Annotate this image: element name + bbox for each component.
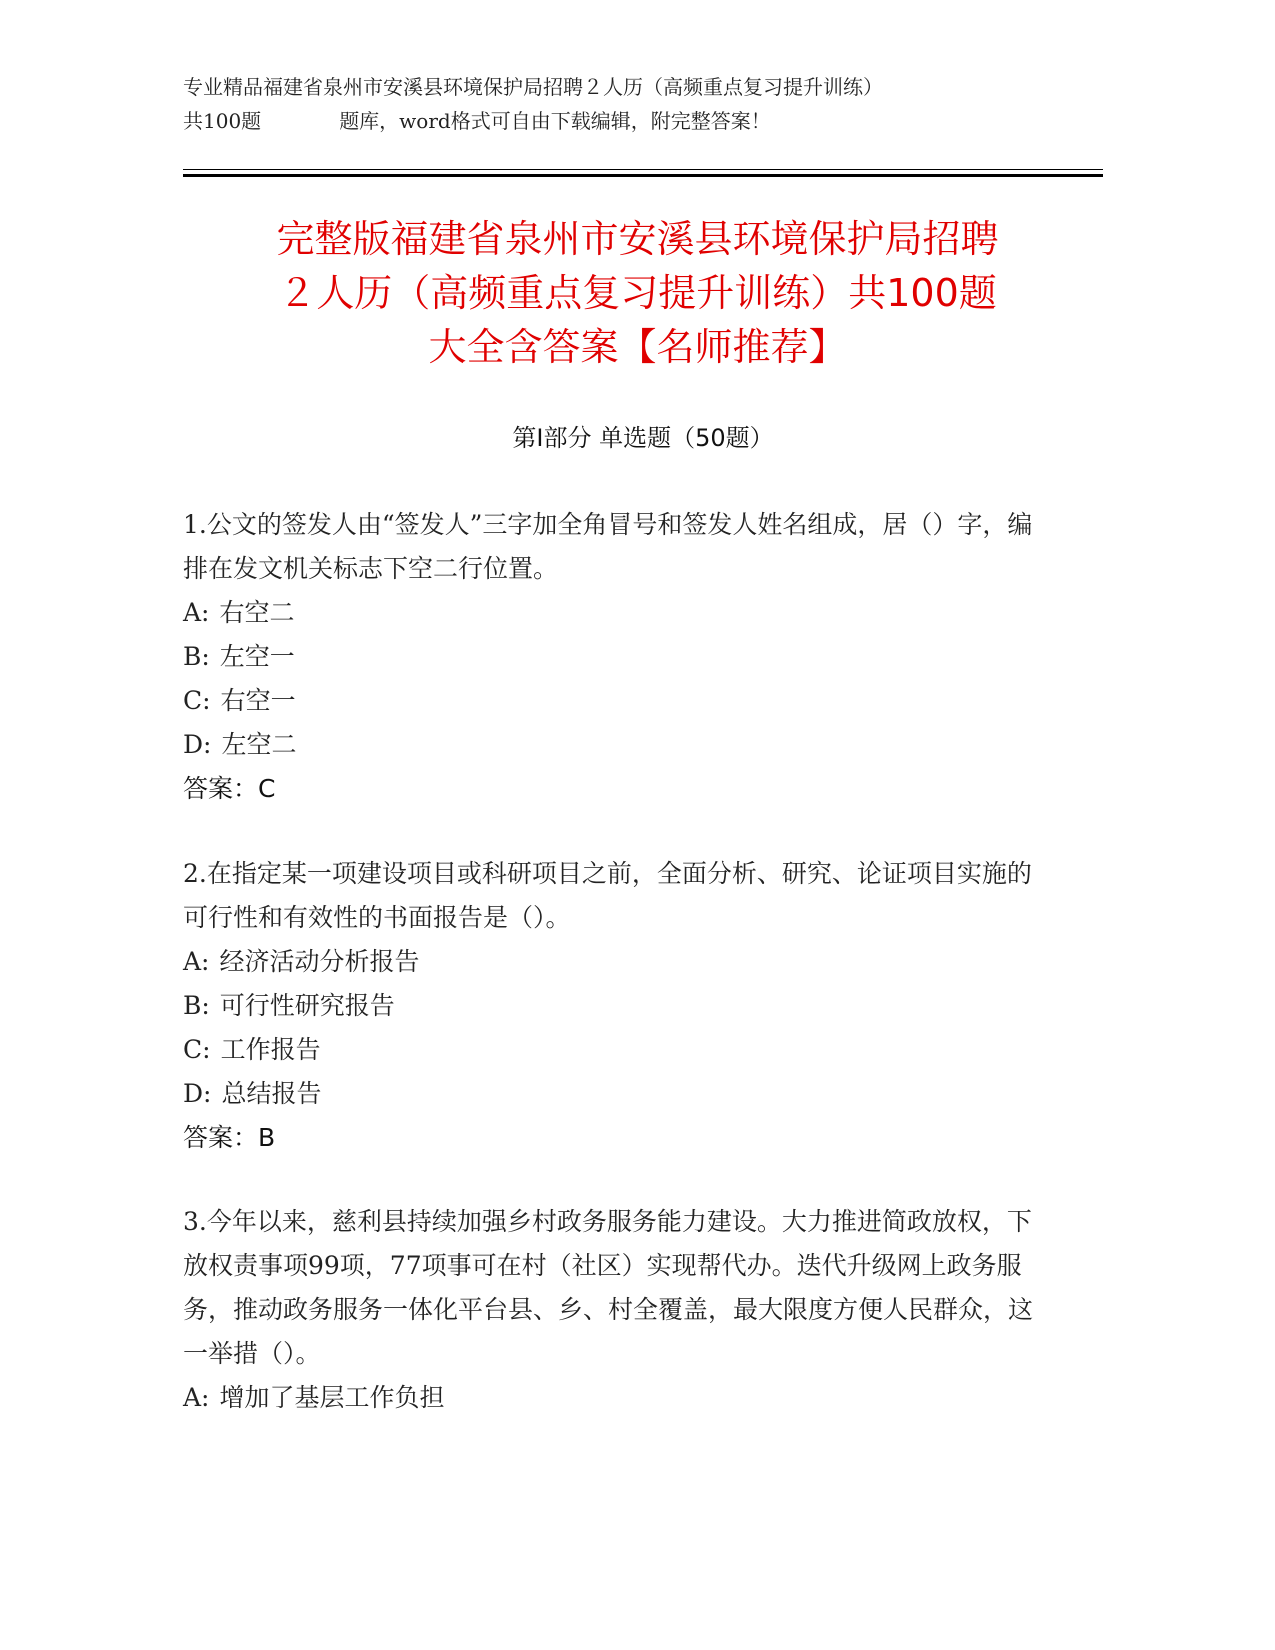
answer-line: 答案：B (183, 1123, 276, 1152)
option-b (183, 635, 1053, 679)
question-stem: 2.在指定某一项建设项目或科研项目之前，全面分析、研究、论证项目实施的可行性和有效性的书面报告是（）。 (183, 859, 1032, 932)
title-line-3: 大全含答案【名师推荐】 (428, 325, 847, 369)
option-b (183, 984, 1053, 1028)
option-key: B: (183, 991, 210, 1020)
option-key: C: (183, 1035, 211, 1064)
header-count: 共100题 (183, 109, 262, 133)
question-3 (183, 1200, 1053, 1420)
option-a (183, 591, 1053, 635)
option-key: C: (183, 686, 211, 715)
title-line-1: 完整版福建省泉州市安溪县环境保护局招聘 (276, 217, 999, 261)
document-title (150, 212, 1125, 374)
answer-line: 答案：C (183, 774, 276, 803)
option-key: A: (183, 1383, 210, 1412)
question-stem: 3.今年以来，慈利县持续加强乡村政务服务能力建设。大力推进简政放权，下放权责事项99项，77项事可在村（社区）实现帮代办。迭代升级网上政务服务，推动政务服务一体化平台县、乡、村全覆盖，最大限度方便人民群众，这一举措（）。 (183, 1207, 1034, 1368)
section-heading: 第Ⅰ部分 单选题（50题） (512, 424, 774, 452)
title-line-2: ２人历（高频重点复习提升训练）共100题 (278, 271, 997, 315)
option-key: A: (183, 947, 210, 976)
option-c (183, 1028, 1053, 1072)
question-2 (183, 852, 1053, 1160)
header-line-1: 专业精品福建省泉州市安溪县环境保护局招聘２人历（高频重点复习提升训练） (183, 75, 883, 99)
option-text: 右空一 (220, 686, 296, 715)
option-text: 总结报告 (221, 1079, 322, 1108)
header-description: 题库，word格式可自由下载编辑，附完整答案！ (339, 109, 771, 133)
option-text: 右空二 (219, 598, 295, 627)
question-stem: 1.公文的签发人由“签发人”三字加全角冒号和签发人姓名组成，居（）字，编排在发文机关标志下空二行位置。 (183, 510, 1033, 583)
option-key: A: (183, 598, 210, 627)
option-key: D: (183, 730, 212, 759)
option-text: 经济活动分析报告 (219, 947, 420, 976)
header-line-2 (183, 104, 1063, 138)
option-text: 工作报告 (220, 1035, 321, 1064)
header-rule-thick (183, 174, 1103, 177)
option-c (183, 679, 1053, 723)
option-text: 可行性研究报告 (219, 991, 395, 1020)
option-key: D: (183, 1079, 212, 1108)
option-text: 左空二 (221, 730, 297, 759)
option-d (183, 1072, 1053, 1116)
option-key: B: (183, 642, 210, 671)
option-a (183, 1376, 1053, 1420)
option-text: 左空一 (219, 642, 295, 671)
option-d (183, 723, 1053, 767)
option-text: 增加了基层工作负担 (219, 1383, 445, 1412)
header-note (183, 70, 1063, 138)
option-a (183, 940, 1053, 984)
header-rule-thin (183, 169, 1103, 170)
question-1 (183, 503, 1053, 811)
